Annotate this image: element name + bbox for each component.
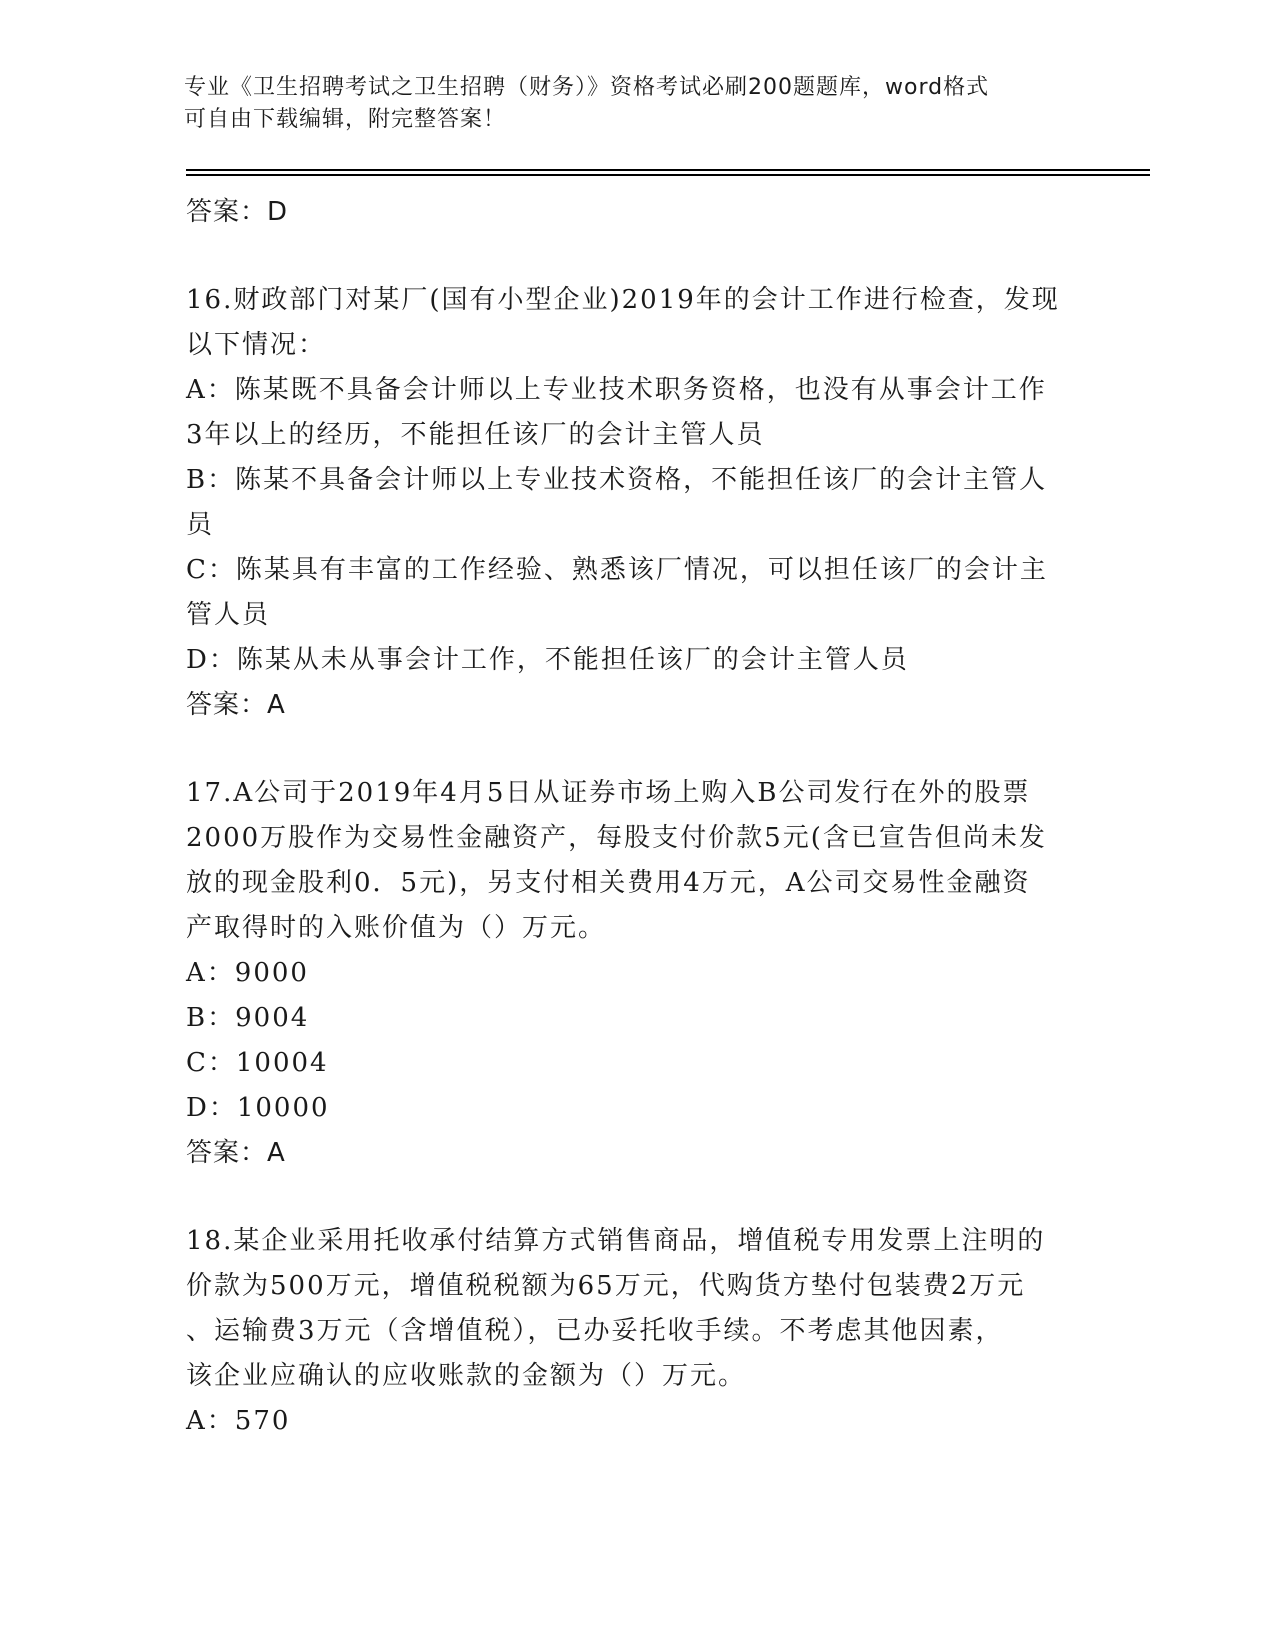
option-a: A：9000 [186,958,309,988]
option-line: C：陈某具有丰富的工作经验、熟悉该厂情况，可以担任该厂的会计主 [186,555,1048,585]
question-18 [186,1219,1086,1444]
header-rule-top [186,169,1150,171]
header-rule-bottom [186,174,1150,176]
header-line-1: 专业《卫生招聘考试之卫生招聘（财务）》资格考试必刷200题题库，word格式 [184,75,990,100]
answer-line: 答案：A [186,690,286,720]
stem-line: 、运输费3万元（含增值税），已办妥托收手续。不考虑其他因素， [186,1316,1004,1346]
question-content [186,190,1086,1444]
stem-line: 17.A公司于2019年4月5日从证券市场上购入B公司发行在外的股票 [186,778,1031,808]
option-line: 3年以上的经历，不能担任该厂的会计主管人员 [186,420,765,450]
option-line: 管人员 [186,600,271,630]
stem-line: 16.财政部门对某厂(国有小型企业)2019年的会计工作进行检查，发现 [186,285,1060,315]
stem-line: 产取得时的入账价值为（）万元。 [186,913,607,943]
spacer [186,235,1086,278]
spacer [186,728,1086,771]
question-stem [186,771,1086,951]
stem-line: 放的现金股利0．5元)，另支付相关费用4万元，A公司交易性金融资 [186,868,1031,898]
option-b: B：9004 [186,1003,310,1033]
option-c: C：10004 [186,1048,329,1078]
stem-line: 18.某企业采用托收承付结算方式销售商品，增值税专用发票上注明的 [186,1226,1046,1256]
option-line: A：陈某既不具备会计师以上专业技术职务资格，也没有从事会计工作 [186,375,1047,405]
option-a: A：570 [186,1406,291,1436]
option-line: 员 [186,510,215,540]
question-stem [186,1219,1086,1399]
page-header [184,72,1064,136]
question-17 [186,771,1086,1176]
previous-answer: 答案：D [186,197,289,227]
option-line: B：陈某不具备会计师以上专业技术资格，不能担任该厂的会计主管人 [186,465,1048,495]
option-line: D：陈某从未从事会计工作，不能担任该厂的会计主管人员 [186,645,909,675]
option-a [186,368,1086,458]
option-d: D：10000 [186,1093,330,1123]
stem-line: 以下情况： [186,330,327,360]
spacer [186,1176,1086,1219]
question-stem [186,278,1086,368]
option-d [186,638,1086,683]
question-16 [186,278,1086,728]
stem-line: 该企业应确认的应收账款的金额为（）万元。 [186,1361,747,1391]
option-c [186,548,1086,638]
option-b [186,458,1086,548]
stem-line: 2000万股作为交易性金融资产，每股支付价款5元(含已宣告但尚未发 [186,823,1047,853]
stem-line: 价款为500万元，增值税税额为65万元，代购货方垫付包装费2万元 [186,1271,1026,1301]
header-line-2: 可自由下载编辑，附完整答案！ [184,107,507,132]
answer-line: 答案：A [186,1138,286,1168]
